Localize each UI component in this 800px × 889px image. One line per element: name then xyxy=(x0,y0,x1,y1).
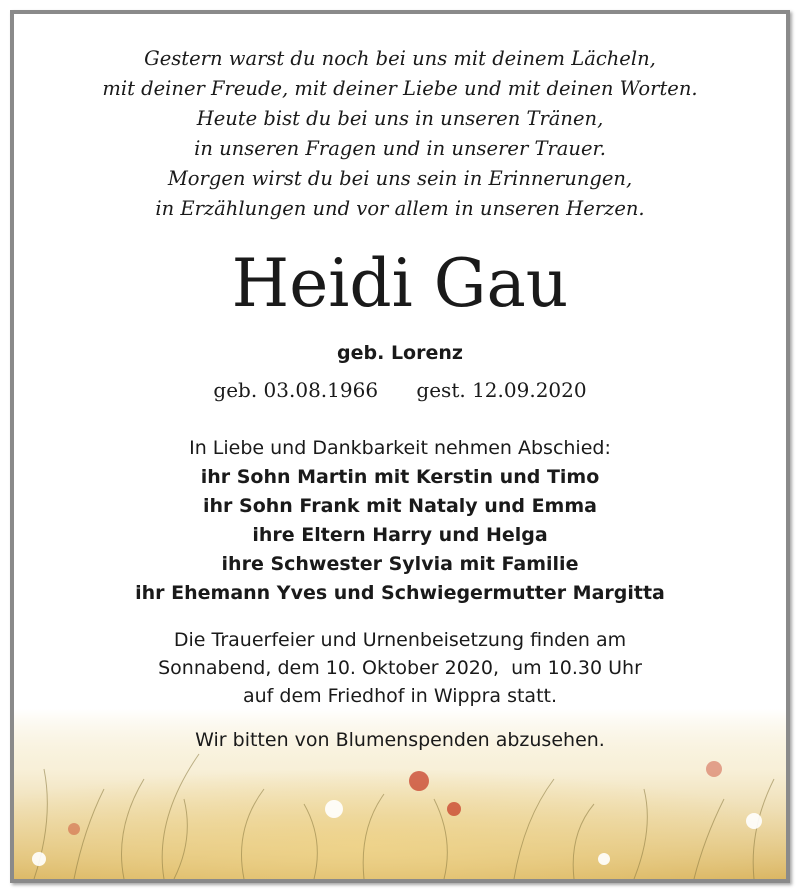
poem-line: in unseren Fragen und in unserer Trauer. xyxy=(194,137,606,160)
mourner-line: ihre Eltern Harry und Helga xyxy=(252,524,548,546)
deceased-name: Heidi Gau xyxy=(231,245,569,322)
flower-request-note: Wir bitten von Blumenspenden abzusehen. xyxy=(195,729,605,751)
poem-line: mit deiner Freude, mit deiner Liebe und mit deinen Worten. xyxy=(102,77,698,100)
mourners-list xyxy=(14,434,786,608)
funeral-service-info xyxy=(14,626,786,710)
mourners-intro: In Liebe und Dankbarkeit nehmen Abschied: xyxy=(189,437,611,459)
death-date: gest. 12.09.2020 xyxy=(416,378,587,402)
poem-line: Heute bist du bei uns in unseren Tränen, xyxy=(196,107,604,130)
service-line: Die Trauerfeier und Urnenbeisetzung finden am xyxy=(173,629,627,651)
mourner-line: ihre Schwester Sylvia mit Familie xyxy=(221,553,579,575)
mourner-line: ihr Ehemann Yves und Schwiegermutter Margitta xyxy=(135,582,665,604)
maiden-name: geb. Lorenz xyxy=(337,342,463,364)
mourner-line: ihr Sohn Martin mit Kerstin und Timo xyxy=(200,466,600,488)
mourner-line: ihr Sohn Frank mit Nataly und Emma xyxy=(203,495,597,517)
poem-line: in Erzählungen und vor allem in unseren Herzen. xyxy=(155,197,645,220)
service-line: Sonnabend, dem 10. Oktober 2020, um 10.30 Uhr xyxy=(158,657,642,679)
life-dates xyxy=(14,376,786,404)
poem-line: Morgen wirst du bei uns sein in Erinnerungen, xyxy=(167,167,633,190)
poem-line: Gestern warst du noch bei uns mit deinem Lächeln, xyxy=(144,47,656,70)
obituary-card xyxy=(10,10,790,883)
memorial-poem xyxy=(14,44,786,224)
service-line: auf dem Friedhof in Wippra statt. xyxy=(242,685,558,707)
birth-date: geb. 03.08.1966 xyxy=(213,378,379,402)
